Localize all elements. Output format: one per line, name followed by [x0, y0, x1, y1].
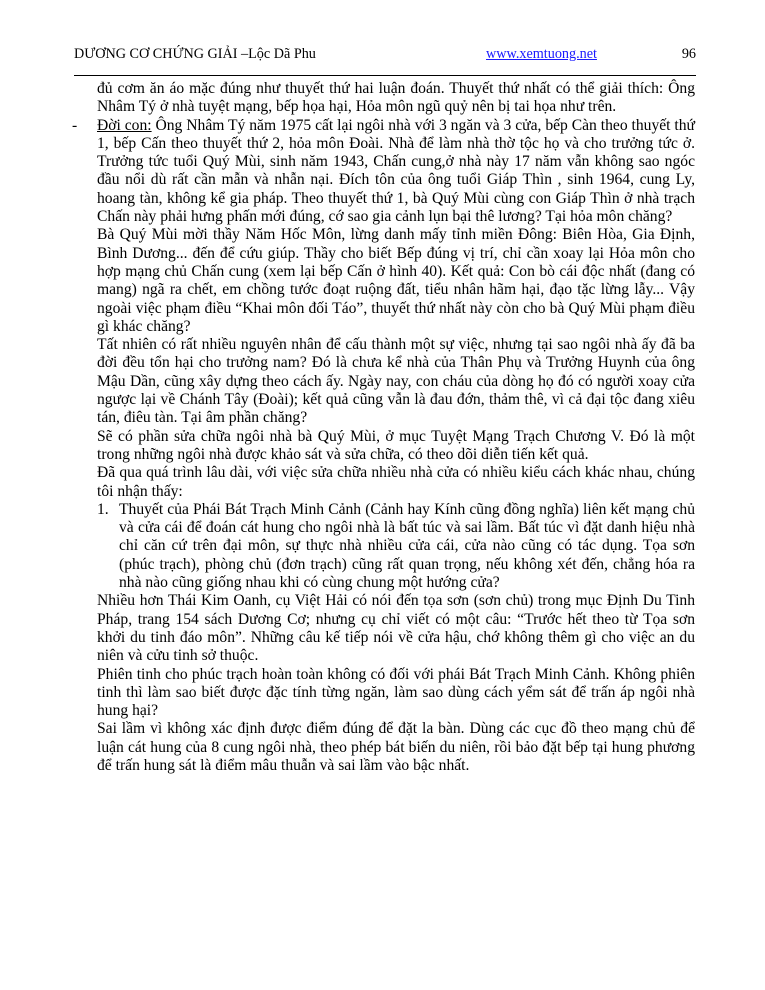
- paragraph-text: Ông Nhâm Tý năm 1975 cất lại ngôi nhà với 3 ngăn và 3 cửa, bếp Càn theo thuyết thứ 1, bếp Cấn theo thuyết thứ 2, hỏa môn Đoài. Nhà để làm nhà thờ tộc họ và cho trưởng tức ở. Trưởng tức tuổi Quý Mùi, sinh năm 1943, Chấn cung,ở nhà này 17 năm vẫn không sao ngóc đầu nổi dù rất cần mẫn và nhẫn nại. Đích tôn của ông tuổi Giáp Thìn , sinh 1964, cung Ly, hoang tàn, không kể gia pháp. Theo thuyết thứ 1, bà Quý Mùi cùng con Giáp Thìn ở nhà trạch Chấn này phải hưng phấn mới đúng, cớ sao gia cảnh lụn bại thê lương? Tại hỏa môn chăng?: [97, 116, 695, 226]
- paragraph: Tất nhiên có rất nhiều nguyên nhân để cấu thành một sự việc, nhưng tại sao ngôi nhà ấy đã ba đời đều tổn hại cho trưởng nam? Đó là chưa kể nhà của Thân Phụ và Trưởng Huynh của ông Mậu Dần, cũng xây dựng theo cách ấy. Ngày nay, con cháu của dòng họ đó có người xoay cửa ngược lại về Chánh Tây (Đoài); kết quả cũng vẫn là đau đớn, thảm thê, vì cả đại tộc đang xiêu tán, điêu tàn. Tại âm phần chăng?: [97, 336, 695, 427]
- section-label: Đời con:: [97, 116, 152, 134]
- header-rule: [74, 75, 696, 76]
- list-item-text: Thuyết của Phái Bát Trạch Minh Cảnh (Cảnh hay Kính cũng đồng nghĩa) liên kết mạng chủ và cửa cái để đoán cát hung cho ngôi nhà là bất túc và sai lầm. Bất túc vì đặt danh hiệu nhà chỉ căn cứ trên đại môn, sự thực nhà nhiều cửa cái, cửa nào cũng có tác dụng. Tọa sơn (phúc trạch), phòng chủ (đơn trạch) cũng rất quan trọng, nếu không xét đến, chẳng hóa ra nhà nào cũng giống nhau khi có cùng chung một hướng cửa?: [119, 500, 695, 592]
- dash-list-item: [72, 116, 695, 227]
- paragraph: Phiên tinh cho phúc trạch hoàn toàn không có đối với phái Bát Trạch Minh Cảnh. Không phiên tinh thì làm sao biết được đặc tính từng ngăn, làm sao dùng cách yểm sát để trấn áp ngôi nhà hung hại?: [97, 665, 695, 720]
- paragraph: Sai lầm vì không xác định được điểm đúng để đặt la bàn. Dùng các cục đồ theo mạng chủ để luận cát hung của 8 cung ngôi nhà, theo phép bát biến du niên, rồi bảo đặt bếp tại hung phương để trấn hung sát là điểm mâu thuẫn và sai lầm vào bậc nhất.: [97, 720, 695, 774]
- paragraph: Đã qua quá trình lâu dài, với việc sửa chữa nhiều nhà cửa có nhiều kiểu cách khác nhau, chúng tôi nhận thấy:: [97, 464, 695, 500]
- book-title: DƯƠNG CƠ CHỨNG GIẢI –Lộc Dã Phu: [74, 46, 316, 62]
- paragraph: Sẽ có phần sửa chữa ngôi nhà bà Quý Mùi, ở mục Tuyệt Mạng Trạch Chương V. Đó là một trong những ngôi nhà được khảo sát và sửa chữa, có theo dõi diễn tiến kết quả.: [97, 427, 695, 463]
- paragraph: đủ cơm ăn áo mặc đúng như thuyết thứ hai luận đoán. Thuyết thứ nhất có thể giải thích: Ông Nhâm Tý ở nhà tuyệt mạng, bếp họa hại, Hỏa môn ngũ quỷ nên bị tai họa như trên.: [97, 80, 695, 116]
- paragraph: Nhiều hơn Thái Kim Oanh, cụ Việt Hải có nói đến tọa sơn (sơn chủ) trong mục Định Du Tinh Pháp, trang 154 sách Dương Cơ; nhưng cụ chỉ viết có một câu: “Trước hết theo từ Tọa sơn khởi du tinh đáo môn”. Những câu kế tiếp nói về cửa hậu, chớ không thêm gì cho việc an du niên và cửu tinh sở thuộc.: [97, 592, 695, 665]
- dash-bullet: -: [72, 116, 78, 134]
- list-number: 1.: [97, 500, 109, 518]
- page-header: [74, 46, 696, 68]
- website-link[interactable]: www.xemtuong.net: [486, 46, 597, 62]
- paragraph: Bà Quý Mùi mời thầy Năm Hốc Môn, lừng danh mấy tỉnh miền Đông: Biên Hòa, Gia Định, Bình Dương... đến để cứu giúp. Thầy cho biết Bếp đúng vị trí, chỉ cần xoay lại Hỏa môn cho hợp mạng chủ Chấn cung (xem lại bếp Cấn ở hình 40). Kết quả: Con bò cái độc nhất (đang có mang) ngã ra chết, em chồng tước đoạt ruộng đất, tiểu nhân hãm hại, đạo tặc lừng lẫy... Vậy ngoài việc phạm điều “Khai môn đối Táo”, thuyết thứ nhất này còn cho bà Quý Mùi phạm điều gì khác chăng?: [97, 226, 695, 335]
- page-number: 96: [681, 46, 696, 62]
- numbered-list-item: [97, 501, 695, 592]
- page-body: [72, 80, 695, 775]
